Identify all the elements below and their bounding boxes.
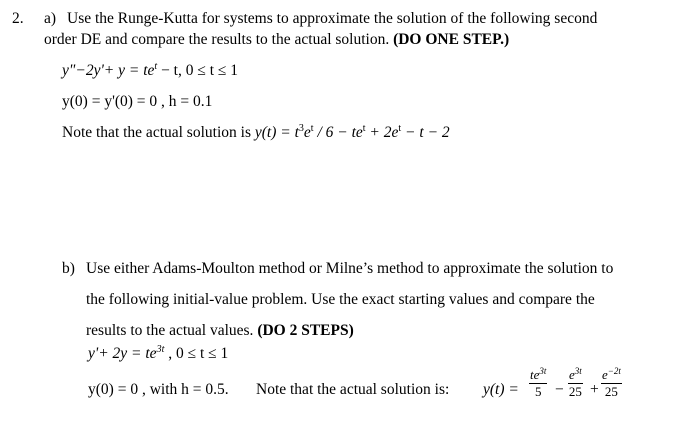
part-a-actual-3: / 6 − te	[313, 124, 363, 141]
part-a-de-exponent: t	[154, 61, 158, 72]
part-a-actual-exp-3: t	[362, 123, 366, 134]
fraction-3-exponent: −2t	[607, 366, 621, 376]
part-b-line-2: the following initial-value problem. Use the exact starting values and compare the	[86, 291, 595, 308]
part-b-label: b)	[62, 260, 75, 277]
part-a-actual-exp-1: 3	[298, 123, 304, 134]
part-a-actual-solution	[62, 124, 450, 142]
part-a-line-2-text: order DE and compare the results to the actual solution.	[44, 31, 394, 48]
part-b-instruction: (DO 2 STEPS)	[257, 322, 354, 339]
part-a-actual-1: y(t) = t	[254, 124, 299, 141]
part-a-differential-equation	[62, 62, 238, 80]
fraction-2-exponent: 3t	[574, 366, 582, 376]
fraction-1-exponent: 3t	[539, 366, 547, 376]
part-a-note-text: Note that the actual solution is	[62, 124, 255, 141]
plus-sign: +	[590, 381, 599, 398]
part-b-de-exponent: 3t	[156, 344, 165, 355]
part-a-instruction: (DO ONE STEP.)	[393, 31, 510, 48]
fraction-1-denominator: 5	[534, 384, 542, 399]
fraction-2	[568, 368, 583, 399]
part-b-de-main: y'+ 2y = te	[88, 345, 157, 362]
fraction-2-denominator: 25	[568, 384, 582, 399]
part-b-de-tail: , 0 ≤ t ≤ 1	[164, 345, 229, 362]
part-a-actual-exp-2: t	[310, 123, 314, 134]
part-a-line-2	[44, 31, 509, 49]
part-b-line-1: Use either Adams-Moulton method or Milne’s method to approximate the solution to	[86, 260, 614, 277]
fraction-1-numerator: te	[530, 367, 540, 382]
fraction-3-numerator: e	[602, 367, 608, 382]
part-b-line-3	[86, 322, 354, 340]
part-a-actual-exp-4: t	[398, 123, 402, 134]
part-a-de-main: y"−2y'+ y = te	[62, 62, 155, 79]
part-b-line-3-text: results to the actual values.	[86, 322, 258, 339]
problem-number: 2.	[12, 10, 24, 27]
part-a-actual-2: e	[303, 124, 311, 141]
part-b-actual-lhs: y(t) =	[483, 381, 519, 398]
fraction-1	[529, 368, 547, 399]
part-a-actual-5: − t − 2	[401, 124, 450, 141]
part-a-actual-4: + 2e	[365, 124, 399, 141]
part-a-line-1: Use the Runge-Kutta for systems to approximate the solution of the following second	[67, 10, 598, 27]
part-a-de-tail: − t, 0 ≤ t ≤ 1	[157, 62, 239, 79]
minus-sign: −	[555, 381, 564, 398]
part-b-note-text: Note that the actual solution is:	[256, 381, 450, 398]
part-b-differential-equation	[88, 345, 228, 363]
fraction-2-numerator: e	[569, 367, 575, 382]
part-b-initial-conditions: y(0) = 0 , with h = 0.5.	[88, 381, 229, 398]
part-a-label: a)	[44, 10, 57, 27]
fraction-3	[601, 368, 622, 399]
fraction-3-denominator: 25	[604, 384, 618, 399]
part-a-initial-conditions: y(0) = y'(0) = 0 , h = 0.1	[62, 93, 213, 110]
